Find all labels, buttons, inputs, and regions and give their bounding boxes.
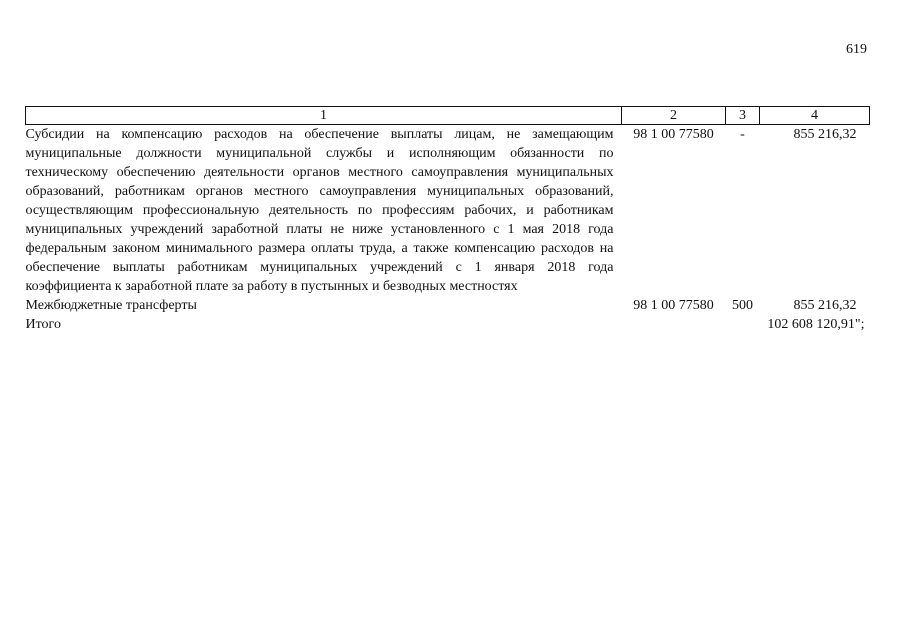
total-row (26, 315, 870, 334)
row-description: Межбюджетные трансферты (25, 298, 197, 313)
column-header-4: 4 (760, 107, 870, 125)
row-expense-type: 500 (732, 298, 753, 313)
row-amount: 855 216,32 (793, 298, 857, 313)
total-label: Итого (25, 317, 61, 332)
total-amount: 102 608 120,91"; (767, 317, 865, 332)
column-header-2: 2 (622, 107, 726, 125)
budget-table (25, 106, 870, 334)
table-row (26, 125, 870, 297)
column-header-3: 3 (726, 107, 760, 125)
header-row (26, 107, 870, 125)
row-description: Субсидии на компенсацию расходов на обеспечение выплаты лицам, не замещающим муниципальные должности муниципальной службы и исполняющим обязанности по техническому обеспечению деятельности органов местного самоуправления муниципальных образований, работникам органов местного самоуправления муниципальных образований, осуществляющим профессиональную деятельность по профессиям рабочих, и работникам муниципальных учреждений заработной платы не ниже установленного с 1 мая 2018 года федеральным законом минимального размера оплаты труда, а также компенсацию расходов на обеспечение выплаты работникам муниципальных учреждений с 1 января 2018 года коэффициента к заработной плате за работу в пустынных и безводных местностях (25, 127, 614, 294)
row-amount: 855 216,32 (793, 127, 857, 142)
table-row (26, 296, 870, 315)
total-empty-cell (622, 315, 726, 334)
page-number: 619 (846, 42, 867, 57)
row-target-code: 98 1 00 77580 (633, 298, 714, 313)
table-header (26, 107, 870, 125)
total-empty-cell (726, 315, 760, 334)
row-expense-type: - (740, 127, 745, 142)
row-target-code: 98 1 00 77580 (633, 127, 714, 142)
column-header-1: 1 (26, 107, 622, 125)
table-body (26, 125, 870, 335)
